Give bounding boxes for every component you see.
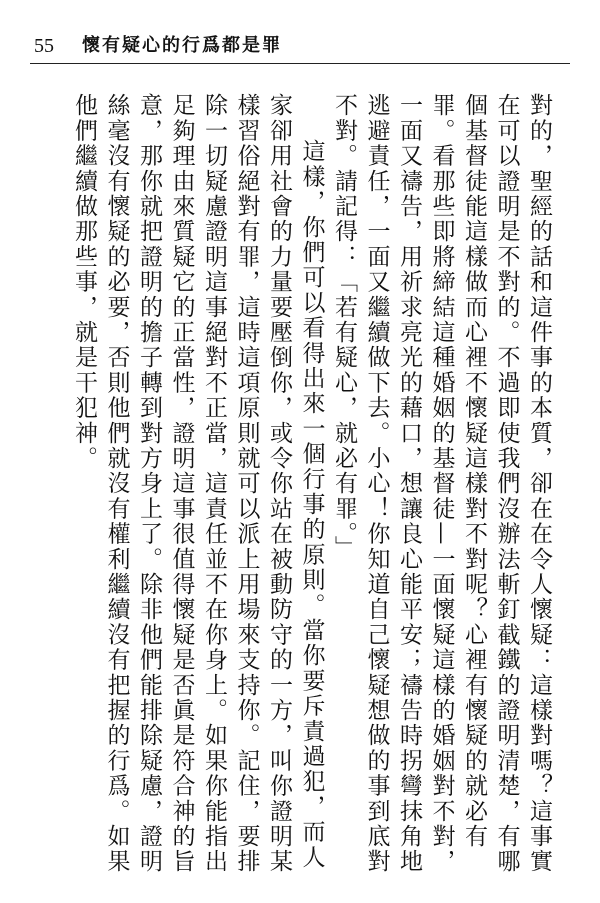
- paragraph: 對的，聖經的話和這件事的本質，卻在在令人懷疑：這樣對嗎？這事實在可以證明是不對的。不過即使我們沒辦法斬釘截鐵的證明清楚，有哪個基督徒能這樣做而心裡不懷疑這樣對不對呢？心裡有懷疑的就必有罪。看那些即將締結這種婚姻的基督徒—一面懷疑這樣的婚姻對不對，一面又禱告，用祈求亮光的藉口，想讓良心能平安；禱告時拐彎抹角地逃避責任，一面又繼續做下去。小心！你知道自己懷疑想做的事到底對不對。請記得：「若有疑心，就必有罪。」: [331, 93, 552, 875]
- page-header: [30, 30, 570, 64]
- body-text: [71, 93, 555, 883]
- header-rule: [30, 63, 570, 64]
- paragraph: 這樣，你們可以看得出來一個行事的原則。當你要斥責過犯，而人家卻用社會的力量要壓倒你，或令你站在被動防守的一方，叫你證明某樣習俗絕對有罪，這時這項原則就可以派上用場來支持你。記住，要排除一切疑慮證明這事絕對不正當，這責任並不在你身上。如果你能指出足夠理由來質疑它的正當性，證明這事很值得懷疑是否眞是符合神的旨意，那你就把證明的擔子轉到對方身上了。除非他們能排除疑慮，證明絲毫沒有懷疑的必要，否則他們就沒有權利繼續沒有把握的行爲。如果他們繼續做那些事，就是干犯神。: [71, 93, 325, 875]
- running-title: 懷有疑心的行爲都是罪: [82, 35, 282, 56]
- page-number: 55: [34, 35, 54, 57]
